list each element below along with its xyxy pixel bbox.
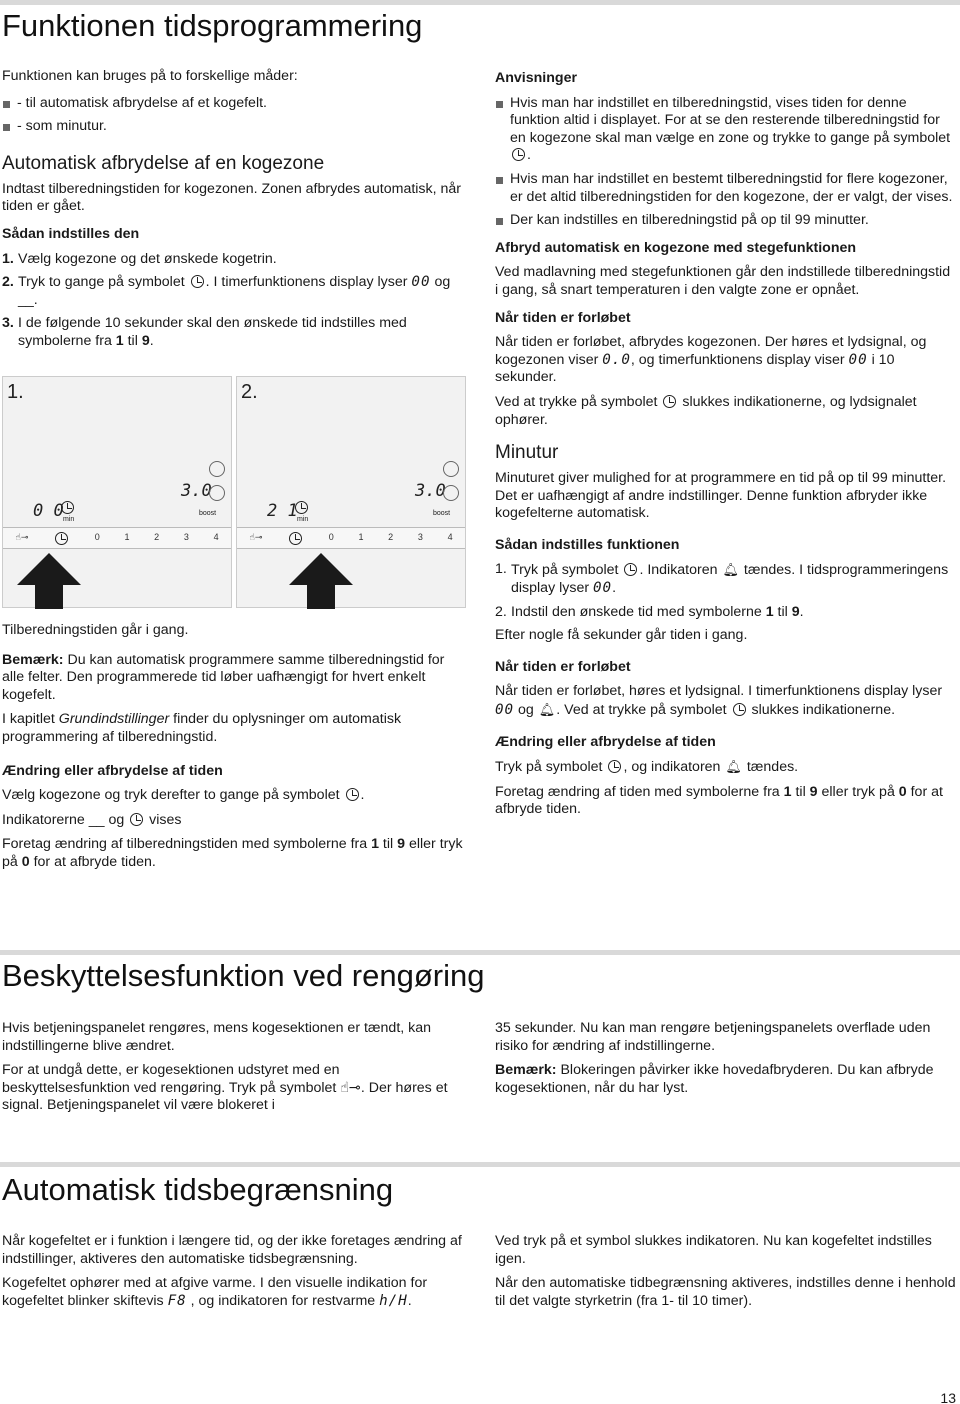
sec2-right (495, 1020, 957, 1104)
paragraph: Når kogefeltet er i funktion i længere tid, og der ikke foretages ændring af indstillinger, aktiveres den automatiske tidsbegrænsning. (2, 1233, 462, 1267)
zone-display: 3.0 (415, 481, 446, 501)
zone-display: 3.0 (181, 481, 212, 501)
bell-icon: 🔔︎ (538, 702, 556, 718)
list-item: 2. Tryk to gange på symbolet . I timerfunktionens display lyser 00 og __. (2, 274, 451, 308)
paragraph: Ved tryk på et symbol slukkes indikatoren. Nu kan kogefeltet indstilles igen. (495, 1233, 932, 1267)
clock-icon (295, 501, 308, 514)
list-item: 3. I de følgende 10 sekunder skal den ønskede tid indstilles med symbolerne fra 1 til 9. (2, 315, 407, 349)
left-column-lower (2, 622, 464, 879)
timer-icon (130, 813, 143, 826)
minutur-how-title: Sådan indstilles funktionen (495, 536, 680, 553)
clock-icon (512, 148, 525, 161)
ring-icon (209, 485, 225, 501)
ring-icon (209, 461, 225, 477)
paragraph: For at undgå dette, er kogesektionen udstyret med en beskyttelsesfunktion ved rengøring. Tryk på symbolet ☝⊸. Der høres et signal. Betjeningspanelet vil være blokeret i (2, 1062, 448, 1114)
uses-list (2, 95, 464, 136)
done-title: Når tiden er forløbet (495, 309, 631, 326)
note-text: Bemærk: Du kan automatisk programmere samme tilberedningstid for alle felter. Den programmerede tid løber uafhængigt for hvert enkelt kogefelt. (2, 651, 445, 703)
done-text-2: Ved at trykke på symbolet slukkes indikationerne, og lydsignalet ophører. (495, 393, 917, 428)
section-title-tidsbegraensning: Automatisk tidsbegrænsning (2, 1172, 394, 1207)
boost-label: boost (433, 510, 451, 517)
section-title-tidsprogrammering: Funktionen tidsprogrammering (2, 8, 423, 43)
list-item: Hvis man har indstillet en bestemt tilberedningstid for flere kogezoner, er det altid tilberedningstiden for den kogezone, der er valgt, der vises. (495, 171, 957, 206)
done3-title: Når tiden er forløbet (495, 658, 631, 675)
clock-icon (289, 532, 302, 545)
section-rule (0, 950, 960, 955)
intro-text: Funktionen kan bruges på to forskellige måder: (2, 68, 298, 84)
paragraph: Hvis betjeningspanelet rengøres, mens kogesektionen er tændt, kan indstillingerne blive ændret. (2, 1020, 432, 1054)
display-symbol: 00 (411, 274, 431, 291)
control-panel-illustration-2 (236, 376, 466, 608)
ring-icon (443, 461, 459, 477)
minutur-text: Minuturet giver mulighed for at programmere en tid på op til 99 minutter. Det er uafhængigt af andre indstillinger. Denne funktion afbryder ikke kogefelterne automatisk. (495, 470, 947, 522)
clock-icon (191, 275, 204, 288)
clock-icon (61, 501, 74, 514)
lock-icon: ☝⊸ (249, 532, 263, 543)
left-column (2, 68, 464, 357)
power-scale-bar: ☝⊸ 0 1 2 3 4 (3, 527, 231, 549)
bell-icon: 🔔︎ (725, 759, 742, 775)
list-item: Hvis man har indstillet en tilberedningstid, vises tiden for denne funktion altid i displayet. For at se den resterende tilberedningstid for en kogezone skal man vælge en zone og trykke to gange på symbolet . (495, 95, 957, 165)
running-text: Tilberedningstiden går i gang. (2, 622, 189, 638)
list-item: - som minutur. (2, 118, 464, 136)
chg-text-2: Foretag ændring af tiden med symbolerne fra 1 til 9 eller tryk på 0 for at afbryde tiden. (495, 783, 943, 818)
panel-label: 1. (7, 381, 24, 403)
sec3-right (495, 1233, 957, 1317)
paragraph: Kogefeltet ophører med at afgive varme. I den visuelle indikation for kogefeltet blinker skiftevis F8 , og indikatoren for restvarme h/H. (2, 1275, 428, 1309)
stop-text: Ved madlavning med stegefunktionen går den indstillede tilberedningstid i gang, så snart temperaturen i den valgte zone er opnået. (495, 264, 951, 298)
how-title: Sådan indstilles den (2, 225, 140, 242)
timer-display: 0 0 (33, 501, 64, 521)
anvisninger-list (495, 95, 957, 230)
panel-label: 2. (241, 381, 258, 403)
chg-text-1: Tryk på symbolet , og indikatoren 🔔︎ tændes. (495, 759, 799, 776)
press-arrow-icon (17, 553, 81, 609)
min-label: min (297, 516, 309, 523)
anvisninger-title: Anvisninger (495, 70, 577, 86)
list-item: Der kan indstilles en tilberedningstid på op til 99 minutter. (495, 212, 957, 230)
press-arrow-icon (289, 553, 353, 609)
boost-label: boost (199, 510, 217, 517)
control-panel-illustration-1 (2, 376, 232, 608)
clock-icon (55, 532, 68, 545)
list-item: 1. Vælg kogezone og det ønskede kogetrin. (2, 250, 277, 267)
change-title: Ændring eller afbrydelse af tiden (2, 762, 223, 779)
section-rule (0, 0, 960, 5)
after-text: Efter nogle få sekunder går tiden i gang. (495, 627, 748, 644)
clean-lock-icon: ☝⊸ (340, 1079, 361, 1096)
auto-intro: Indtast tilberedningstiden for kogezonen. Zonen afbrydes automatisk, når tiden er gået. (2, 180, 462, 215)
page-number: 13 (940, 1390, 956, 1404)
subheading-auto: Automatisk afbrydelse af en kogezone (2, 152, 325, 174)
ring-icon (443, 485, 459, 501)
bell-icon: 🔔︎ (722, 562, 739, 578)
change-text-2: Indikatorerne __ og vises (2, 811, 182, 828)
change-text-1: Vælg kogezone og tryk derefter to gange på symbolet . (2, 787, 365, 804)
paragraph: Bemærk: Blokeringen påvirker ikke hovedafbryderen. Du kan afbryde kogesektionen, når du har lyst. (495, 1062, 934, 1096)
chapter-text: I kapitlet Grundindstillinger finder du oplysninger om automatisk programmering af tilberedningstid. (2, 711, 402, 745)
clock-icon (663, 395, 676, 408)
stop-title: Afbryd automatisk en kogezone med stegefunktionen (495, 239, 857, 256)
section-rule (0, 1162, 960, 1167)
timer-display: 2 1 (267, 501, 298, 521)
change-text-3: Foretag ændring af tilberedningstiden med symbolerne fra 1 til 9 eller tryk på 0 for at afbryde tiden. (2, 836, 463, 870)
lock-icon: ☝⊸ (15, 532, 29, 543)
minutur-steps (495, 561, 957, 621)
list-item: - til automatisk afbrydelse af et kogefelt. (2, 95, 464, 113)
sec2-left (2, 1020, 464, 1122)
right-column (495, 70, 957, 826)
steps-list (2, 251, 464, 351)
clock-icon (346, 788, 359, 801)
power-scale-bar: ☝⊸ 0 1 2 3 4 (237, 527, 465, 549)
done-text: Når tiden er forløbet, afbrydes kogezonen. Der høres et lydsignal, og kogezonen viser 0.0, og timerfunktionens display viser 00 i 10 sekunder. (495, 334, 927, 386)
list-item: 1. Tryk på symbolet . Indikatoren 🔔︎ tændes. I tidsprogrammeringens display lyser 00. (495, 561, 949, 597)
sec3-left (2, 1233, 464, 1317)
chg-title: Ændring eller afbrydelse af tiden (495, 733, 716, 750)
clock-icon (608, 760, 621, 773)
list-item: 2. Indstil den ønskede tid med symbolerne 1 til 9. (495, 603, 804, 620)
section-title-beskyttelse: Beskyttelsesfunktion ved rengøring (2, 958, 485, 993)
paragraph: Når den automatiske tidbegrænsning aktiveres, indstilles denne i henhold til det valgte styrketrin (fra 1- til 10 timer). (495, 1275, 956, 1309)
clock-icon (624, 563, 637, 576)
min-label: min (63, 516, 75, 523)
paragraph: 35 sekunder. Nu kan man rengøre betjeningspanelets overflade uden risiko for ændring af indstillingerne. (495, 1020, 931, 1054)
done3-text: Når tiden er forløbet, høres et lydsignal. I timerfunktionens display lyser 00 og 🔔︎. Ved at trykke på symbolet slukkes indikationerne. (495, 683, 943, 719)
minutur-title: Minutur (495, 442, 559, 464)
clock-icon (733, 703, 746, 716)
